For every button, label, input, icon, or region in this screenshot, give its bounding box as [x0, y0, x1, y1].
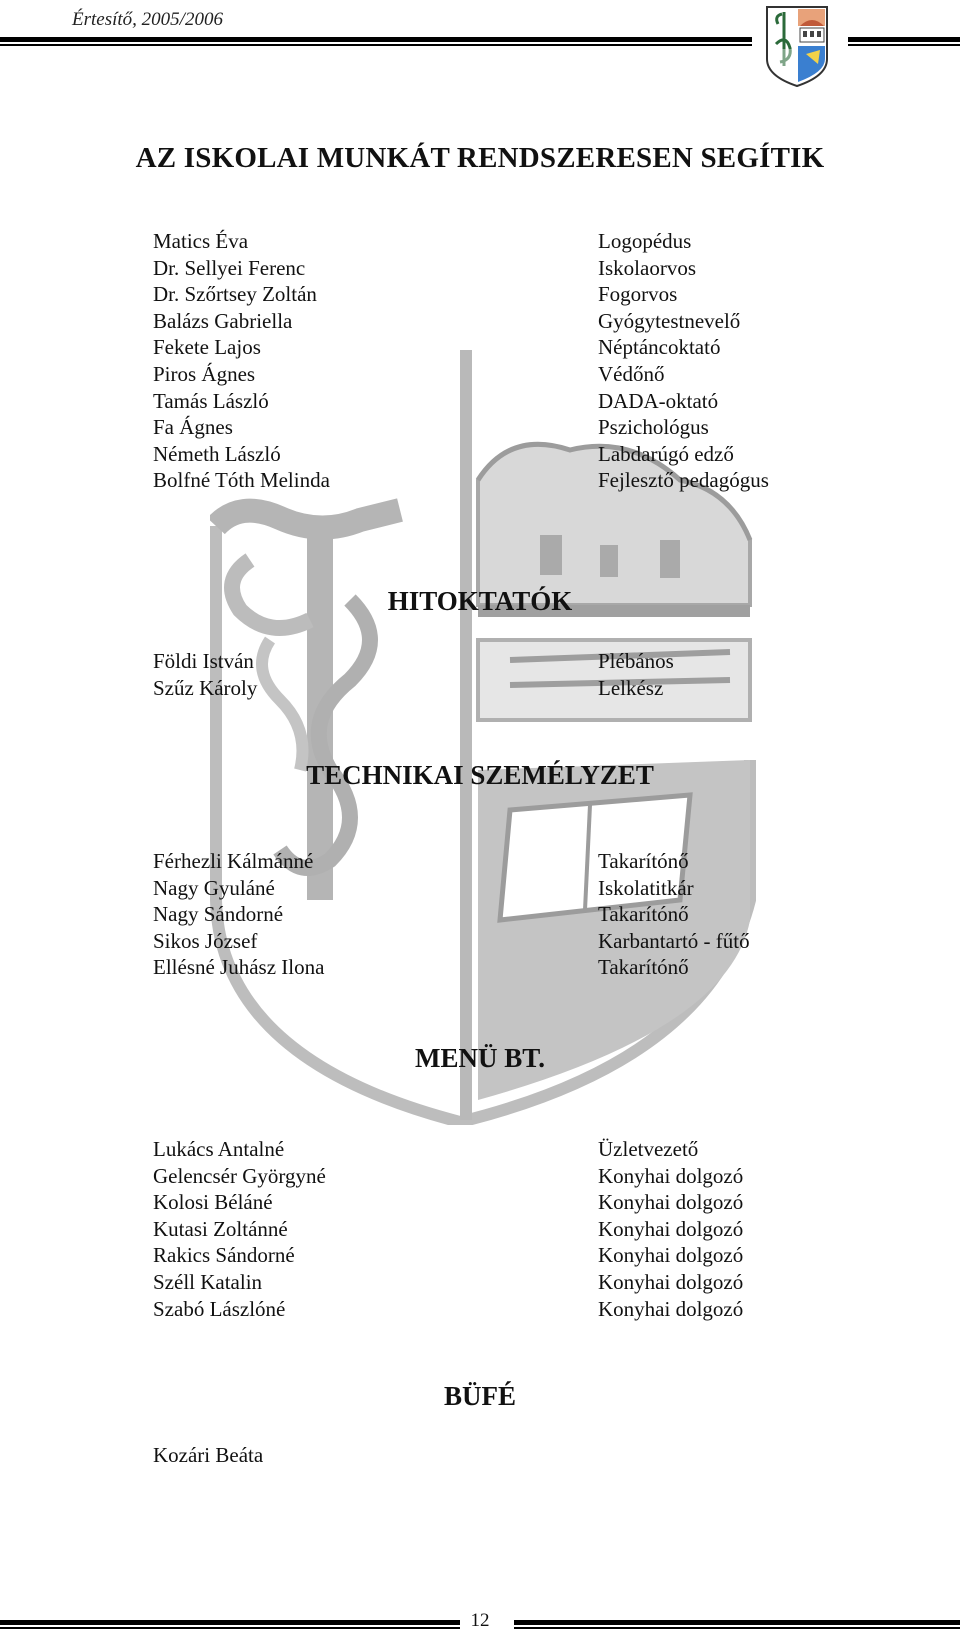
list-item: Piros Ágnes — [153, 361, 256, 386]
menu-names-list — [153, 1136, 326, 1322]
list-item: Konyhai dolgozó — [598, 1269, 744, 1294]
technical-names-list — [153, 848, 324, 981]
list-item: Gyógytestnevelő — [598, 308, 741, 333]
section-title-buffet: BÜFÉ — [443, 1381, 516, 1411]
list-item: Takarítónő — [598, 955, 689, 980]
list-item: Néptáncoktató — [598, 335, 721, 360]
header-rule-left-thin — [0, 44, 752, 46]
list-item: Matics Éva — [153, 229, 249, 253]
list-item: Konyhai dolgozó — [598, 1243, 744, 1268]
list-item: Bolfné Tóth Melinda — [153, 468, 330, 493]
list-item: Férhezli Kálmánné — [153, 849, 314, 873]
section-title-religion: HITOKTATÓK — [387, 586, 573, 616]
list-item: Balázs Gabriella — [153, 308, 293, 333]
header-rule-left — [0, 37, 752, 42]
list-item: Széll Katalin — [153, 1269, 263, 1294]
list-item: Dr. Sellyei Ferenc — [153, 255, 306, 280]
buffet-names-list — [153, 1442, 263, 1469]
list-item: Gelencsér Györgyné — [153, 1163, 326, 1188]
list-item: Takarítónő — [598, 849, 689, 873]
helpers-roles-list — [598, 228, 769, 494]
list-item: Dr. Szőrtsey Zoltán — [153, 282, 317, 307]
religion-roles-list — [598, 648, 674, 701]
list-item: Pszichológus — [598, 415, 709, 440]
list-item: Fogorvos — [598, 282, 678, 307]
list-item: Németh László — [153, 441, 281, 466]
list-item: Lukács Antalné — [153, 1137, 285, 1161]
list-item: Kozári Beáta — [153, 1443, 264, 1467]
list-item: Védőnő — [598, 361, 665, 386]
list-item: Konyhai dolgozó — [598, 1190, 744, 1215]
list-item: Fejlesztő pedagógus — [598, 468, 769, 493]
list-item: Konyhai dolgozó — [598, 1216, 744, 1241]
list-item: Lelkész — [598, 675, 664, 700]
list-item: Rakics Sándorné — [153, 1243, 295, 1268]
list-item: Kutasi Zoltánné — [153, 1216, 288, 1241]
list-item: Fa Ágnes — [153, 415, 233, 440]
list-item: Nagy Sándorné — [153, 902, 284, 927]
list-item: Iskolatitkár — [598, 875, 694, 900]
list-item: Ellésné Juhász Ilona — [153, 955, 325, 980]
header-rule-right-thin — [848, 44, 960, 46]
school-crest-icon — [764, 4, 830, 88]
header-rule-right — [848, 37, 960, 42]
technical-roles-list — [598, 848, 750, 981]
list-item: Takarítónő — [598, 902, 689, 927]
list-item: Kolosi Béláné — [153, 1190, 273, 1215]
page-number: 12 — [470, 1610, 490, 1631]
list-item: Karbantartó - fűtő — [598, 928, 750, 953]
list-item: Üzletvezető — [598, 1137, 699, 1161]
list-item: DADA-oktató — [598, 388, 719, 413]
section-title-technical: TECHNIKAI SZEMÉLYZET — [306, 760, 654, 790]
list-item: Földi István — [153, 649, 254, 673]
list-item: Konyhai dolgozó — [598, 1163, 744, 1188]
list-item: Labdarúgó edző — [598, 441, 734, 466]
list-item: Plébános — [598, 649, 674, 673]
religion-names-list — [153, 648, 257, 701]
page-title: AZ ISKOLAI MUNKÁT RENDSZERESEN SEGÍTIK — [135, 142, 825, 174]
list-item: Tamás László — [153, 388, 269, 413]
header-title: Értesítő, 2005/2006 — [72, 9, 223, 30]
list-item: Nagy Gyuláné — [153, 875, 275, 900]
section-title-menu: MENÜ BT. — [414, 1043, 545, 1073]
menu-roles-list — [598, 1136, 743, 1322]
list-item: Konyhai dolgozó — [598, 1296, 744, 1321]
helpers-names-list — [153, 228, 330, 494]
list-item: Fekete Lajos — [153, 335, 261, 360]
list-item: Szabó Lászlóné — [153, 1296, 286, 1321]
list-item: Iskolaorvos — [598, 255, 696, 280]
list-item: Sikos József — [153, 928, 258, 953]
list-item: Szűz Károly — [153, 675, 258, 700]
list-item: Logopédus — [598, 229, 692, 253]
